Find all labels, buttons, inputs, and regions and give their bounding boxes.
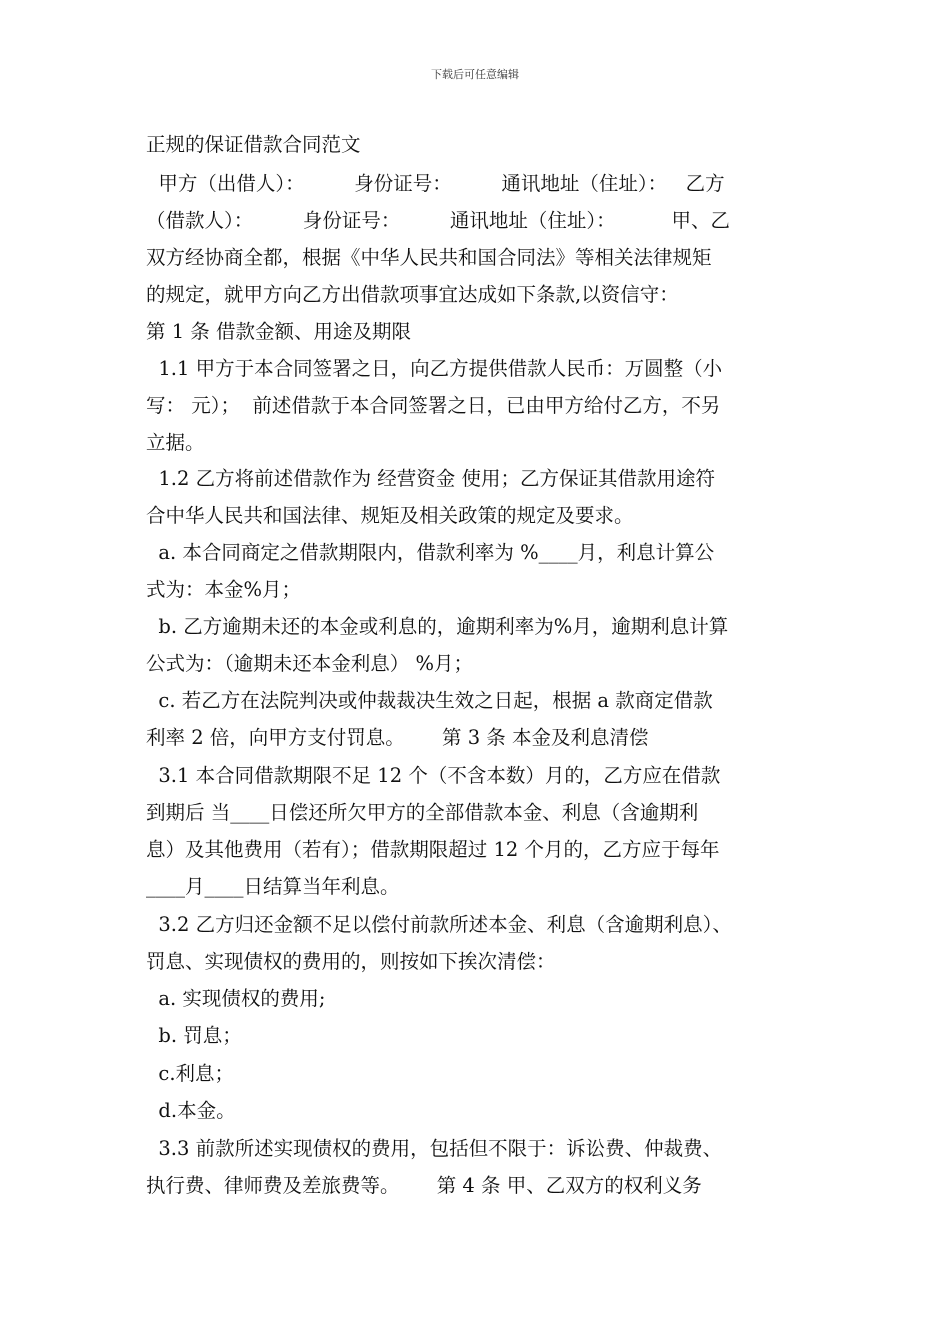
text-line: 的规定，就甲方向乙方出借款项事宜达成如下条款,以资信守： — [146, 283, 679, 306]
text-line: 1.2 乙方将前述借款作为 经营资金 使用；乙方保证其借款用途符 — [146, 467, 716, 490]
text-line: 正规的保证借款合同范文 — [146, 133, 361, 156]
text-line: ____月____日结算当年利息。 — [146, 875, 400, 898]
text-line: b. 罚息； — [146, 1024, 242, 1047]
text-line: 写： 元）； 前述借款于本合同签署之日，已由甲方给付乙方，不另 — [146, 394, 721, 417]
page-header: 下载后可任意编辑 — [431, 68, 519, 81]
text-line: 执行费、律师费及差旅费等。 第 4 条 甲、乙双方的权利义务 — [146, 1174, 702, 1197]
text-line: （借款人）： 身份证号： 通讯地址（住址）： 甲、乙 — [146, 209, 730, 232]
text-line: 式为：本金%月； — [146, 578, 302, 601]
text-line: 立据。 — [146, 431, 205, 454]
text-line: 1.1 甲方于本合同签署之日，向乙方提供借款人民币：万圆整（小 — [146, 357, 723, 380]
text-line: 3.3 前款所述实现债权的费用，包括但不限于：诉讼费、仲裁费、 — [146, 1137, 723, 1160]
text-line: c. 若乙方在法院判决或仲裁裁决生效之日起，根据 a 款商定借款 — [146, 689, 713, 712]
text-line: a. 实现债权的费用; — [146, 987, 326, 1010]
text-line: 甲方（出借人）： 身份证号： 通讯地址（住址）： 乙方 — [146, 172, 725, 195]
text-line: 3.2 乙方归还金额不足以偿付前款所述本金、利息（含逾期利息）、 — [146, 913, 732, 936]
text-line: d.本金。 — [146, 1099, 236, 1122]
text-line: a. 本合同商定之借款期限内，借款利率为 %____月，利息计算公 — [146, 541, 715, 564]
text-line: 罚息、实现债权的费用的，则按如下挨次清偿： — [146, 950, 556, 973]
text-line: 3.1 本合同借款期限不足 12 个（不含本数）月的，乙方应在借款 — [146, 764, 721, 787]
text-line: 第 1 条 借款金额、用途及期限 — [146, 320, 412, 343]
text-line: 双方经协商全都，根据《中华人民共和国合同法》等相关法律规矩 — [146, 246, 712, 269]
text-line: b. 乙方逾期未还的本金或利息的，逾期利率为%月，逾期利息计算 — [146, 615, 729, 638]
text-line: 公式为：（逾期未还本金利息） %月； — [146, 652, 473, 675]
text-line: 合中华人民共和国法律、规矩及相关政策的规定及要求。 — [146, 504, 634, 527]
text-line: c.利息； — [146, 1062, 235, 1085]
text-line: 息）及其他费用（若有）；借款期限超过 12 个月的，乙方应于每年 — [146, 838, 720, 861]
text-line: 到期后 当____日偿还所欠甲方的全部借款本金、利息（含逾期利 — [146, 801, 699, 824]
text-line: 利率 2 倍，向甲方支付罚息。 第 3 条 本金及利息清偿 — [146, 726, 649, 749]
